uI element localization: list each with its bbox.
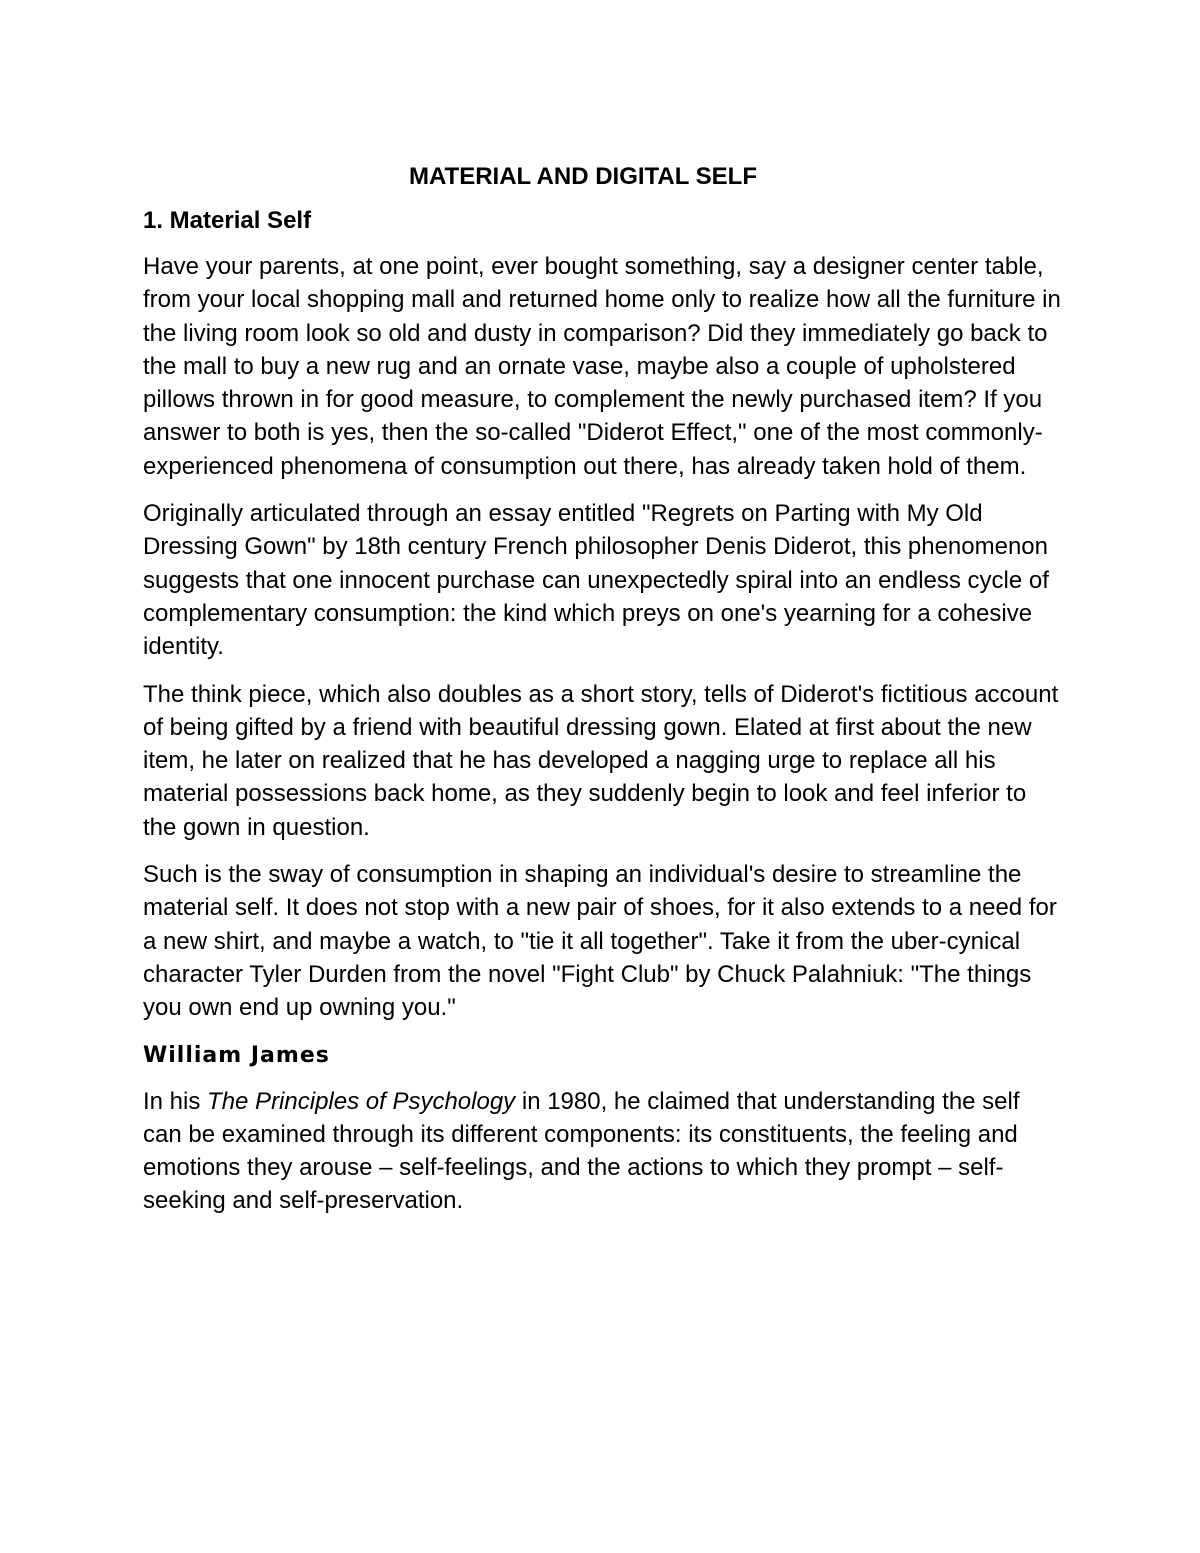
paragraph-dressing-gown-story: The think piece, which also doubles as a short story, tells of Diderot's fictitious account of being gifted by a friend with beautiful dressing gown. Elated at first about the new item, he later on realized that he has developed a nagging urge to replace all his material possessions back home, as they suddenly begin to look and feel inferior to the gown in question. bbox=[143, 680, 1059, 841]
paragraph-william-james bbox=[143, 1085, 1063, 1218]
james-paragraph-rest: in 1980, he claimed that understanding the self can be examined through its different components: its constituents, the feeling and emotions they arouse – self-feelings, and the actions to which they prompt – self-seeking and self-preservation. bbox=[143, 1087, 1020, 1215]
subheading-william-james: William James bbox=[143, 1042, 330, 1068]
paragraph-diderot-intro: Have your parents, at one point, ever bought something, say a designer center table, from your local shopping mall and returned home only to realize how all the furniture in the living room look so old and dusty in comparison? Did they immediately go back to the mall to buy a new rug and an ornate vase, maybe also a couple of upholstered pillows thrown in for good measure, to complement the newly purchased item? If you answer to both is yes, then the so-called "Diderot Effect," one of the most commonly-experienced phenomena of consumption out there, has already taken hold of them. bbox=[143, 253, 1061, 480]
document-body bbox=[143, 160, 1063, 1232]
section-heading-material-self: 1. Material Self bbox=[143, 207, 312, 234]
paragraph-consumption-sway: Such is the sway of consumption in shaping an individual's desire to streamline the material self. It does not stop with a new pair of shoes, for it also extends to a need for a new shirt, and maybe a watch, to "tie it all together". Take it from the uber-cynical character Tyler Durden from the novel "Fight Club" by Chuck Palahniuk: "The things you own end up owning you." bbox=[143, 861, 1057, 1022]
document-title: MATERIAL AND DIGITAL SELF bbox=[409, 163, 757, 190]
book-title: The Principles of Psychology bbox=[207, 1087, 516, 1115]
paragraph-diderot-origin: Originally articulated through an essay entitled "Regrets on Parting with My Old Dressing Gown" by 18th century French philosopher Denis Diderot, this phenomenon suggests that one innocent purchase can unexpectedly spiral into an endless cycle of complementary consumption: the kind which preys on one's yearning for a cohesive identity. bbox=[143, 500, 1049, 661]
james-paragraph-prefix: In his bbox=[143, 1087, 208, 1115]
